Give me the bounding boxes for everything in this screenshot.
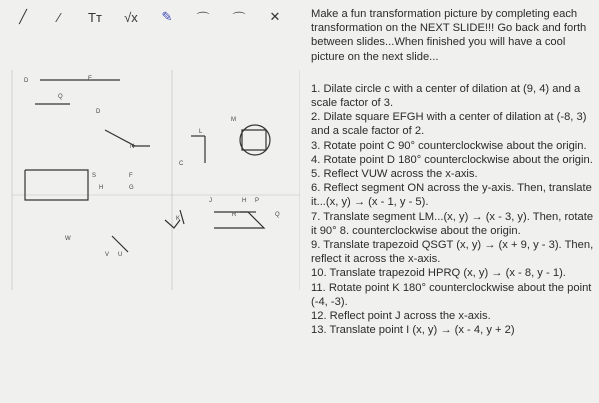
label-h2: H	[242, 198, 247, 204]
math-icon[interactable]: √x	[124, 9, 138, 25]
label-m: M	[231, 117, 236, 123]
highlighter-icon[interactable]: ✎	[161, 9, 173, 24]
label-r: R	[232, 212, 237, 218]
label-d: D	[24, 78, 29, 84]
step-4: 4. Rotate point D 180° counterclockwise about the origin.	[311, 153, 593, 166]
label-l: L	[199, 129, 203, 135]
label-k: K	[176, 216, 181, 222]
label-e: E	[88, 76, 93, 82]
text-icon[interactable]: Tт	[88, 9, 102, 25]
step-9: 9. Translate trapezoid QSGT (x, y) → (x + 9, y - 3). Then, reflect it across the x-axis.	[311, 239, 594, 266]
instructions-panel	[311, 0, 597, 403]
label-f: F	[129, 173, 133, 179]
drawing-toolbar	[0, 0, 320, 34]
label-p: P	[255, 198, 260, 204]
pen-icon[interactable]: ╱	[19, 9, 27, 24]
step-6: 6. Reflect segment ON across the y-axis. Then, translate it...(x, y) → (x - 1, y - 5).	[311, 182, 592, 209]
undo-icon[interactable]: ⌒	[196, 10, 210, 26]
step-12: 12. Reflect point J across the x-axis.	[311, 310, 491, 323]
step-1: 1. Dilate circle c with a center of dilation at (9, 4) and a scale factor of 3.	[311, 82, 581, 110]
label-d2: D	[96, 109, 101, 115]
label-s: S	[92, 173, 97, 179]
transformation-graph	[0, 70, 300, 290]
step-7: 7. Translate segment LM...(x, y) → (x - 3, y). Then, rotate it 90° 8. counterclockwise about the origin.	[311, 210, 594, 237]
redo-icon[interactable]: ⌒	[232, 10, 246, 26]
label-v: V	[105, 252, 110, 258]
label-q2: Q	[275, 212, 280, 218]
step-3: 3. Rotate point C 90° counterclockwise about the origin.	[311, 139, 587, 152]
label-q: Q	[58, 94, 63, 100]
label-w: W	[65, 236, 71, 242]
line-icon[interactable]: ⁄	[57, 9, 61, 25]
clear-icon[interactable]: ✕	[269, 9, 281, 24]
label-j: J	[209, 198, 212, 204]
step-11: 11. Rotate point K 180° counterclockwise about the point (-4, -3).	[311, 281, 592, 308]
step-2: 2. Dilate square EFGH with a center of dilation at (-8, 3) and a scale factor of 2.	[311, 111, 587, 138]
step-13: 13. Translate point I (x, y) → (x - 4, y + 2)	[311, 324, 515, 337]
label-c: C	[179, 161, 184, 167]
label-g: G	[129, 185, 134, 191]
blank-area	[0, 293, 311, 403]
step-5: 5. Reflect VUW across the x-axis.	[311, 168, 478, 181]
intro-text: Make a fun transformation picture by completing each transformation on the NEXT SLIDE!!! Go back and forth between slides...When finished you will have a cool picture on the next slide...	[311, 8, 587, 63]
label-u: U	[118, 252, 123, 258]
step-10: 10. Translate trapezoid HPRQ (x, y) → (x - 8, y - 1).	[311, 267, 566, 280]
label-h: H	[99, 185, 104, 191]
steps-list	[311, 82, 597, 338]
label-n: N	[130, 144, 135, 150]
